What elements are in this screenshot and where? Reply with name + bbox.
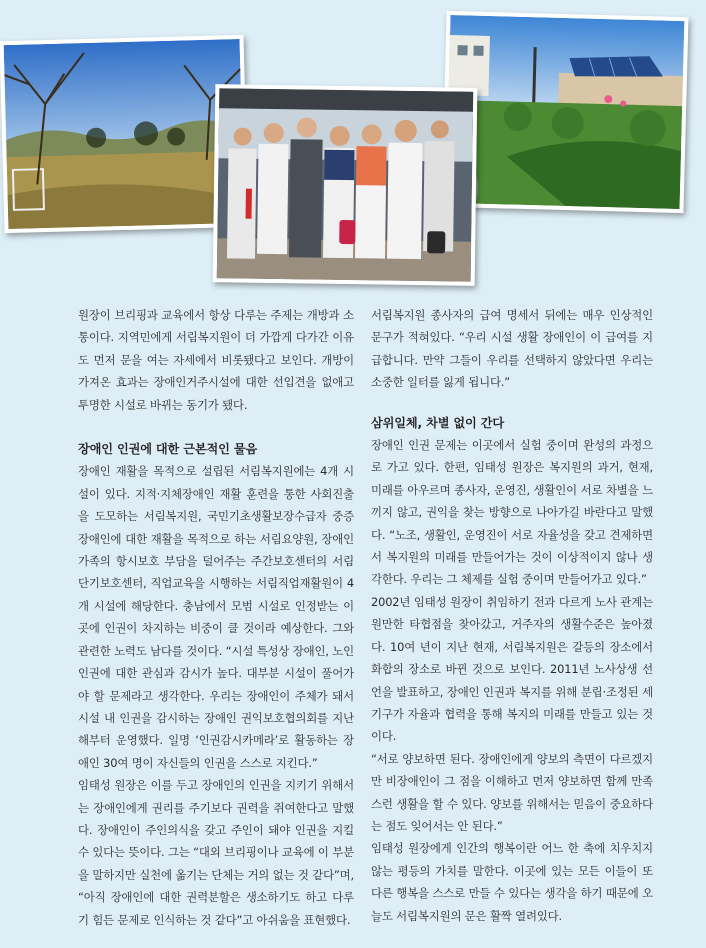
building-solar-panels-image	[446, 15, 685, 209]
article-column-right	[371, 304, 653, 927]
section-heading: 삼위일체, 차별 없이 간다	[371, 415, 504, 430]
paragraph: 2002년 임태성 원장이 취임하기 전과 다르게 노사 관계는 원만한 타협점을 찾아갔고, 거주자의 생활수준은 높아졌다. 10여 년이 지난 현재, 서림복지원은 갈등의 장소에서 화합의 장소로 바뀐 것으로 보인다. 2011년 노사상생 선언을 발표하고, 장애인 인권과 복지를 위해 분립·조정된 세 기구가 자율과 협력을 통해 복지의 미래를 만들고 있는 것이다.	[371, 594, 653, 744]
group-photo-image	[217, 88, 474, 282]
article-column-left	[78, 304, 354, 931]
section-heading: 장애인 인권에 대한 근본적인 물음	[78, 442, 258, 457]
paragraph: 장애인 인권 문제는 이곳에서 실험 중이며 완성의 과정으로 가고 있다. 한편, 임태성 원장은 복지원의 과거, 현재, 미래를 아우르며 종사자, 운영진, 생활인이 서로 차별을 느끼지 않고, 권익을 찾는 방향으로 나아가길 바란다고 말했다. “노조, 생활인, 운영진이 서로 자율성을 갖고 견제하면서 복지원의 미래를 만들어가는 것이 이상적이지 않나 생각한다. 우리는 그 체제를 실험 중이며 만들어가고 있다.”	[371, 438, 653, 587]
paragraph: 임태성 원장은 이를 두고 장애인의 인권을 지키기 위해서는 장애인에게 권리를 주기보다 권력을 쥐여한다고 말했다. 장애인이 주인의식을 갖고 주인이 돼야 인권을 지킬 수 있다는 뜻이다. 그는 “대외 브리핑이나 교육에 이 부분을 말하지만 실천에 옮기는 단체는 거의 없는 것 같다”며, “아직 장애인에 대한 권력분할은 생소하기도 하고 다루기 힘든 문제로 인식하는 것 같다”고 아쉬움을 표현했다.	[78, 778, 354, 927]
paragraph: 원장이 브리핑과 교육에서 항상 다루는 주제는 개방과 소통이다. 지역민에게 서림복지원이 더 가깝게 다가간 이유도 먼저 문을 여는 자세에서 비롯됐다고 보인다. 개방이 가져온 효과는 장애인거주시설에 대한 선입견을 없애고 투명한 시설로 바뀌는 동기가 됐다.	[78, 308, 354, 412]
group-photo	[213, 84, 478, 286]
building-photo	[441, 11, 688, 213]
paragraph: 임태성 원장에게 인간의 행복이란 어느 한 축에 치우치지 않는 평등의 가치를 말한다. 이곳에 있는 모든 이들이 또 다른 행복을 스스로 만들 수 있다는 생각을 하기 때문에 오늘도 서림복지원의 문은 활짝 열려있다.	[371, 841, 653, 923]
paragraph: 장애인 재활을 목적으로 설립된 서림복지원에는 4개 시설이 있다. 지적·지체장애인 재활 훈련을 통한 사회진출을 도모하는 서림복지원, 국민기초생활보장수급자 중증장애인에 대한 재활을 목적으로 하는 서림요양원, 장애인가족의 항시보호 부담을 덜어주는 주간보호센터의 서림단기보호센터, 직업교육을 시행하는 서림직업재활원이 4개 시설에 해당한다. 충남에서 모범 시설로 인정받는 이곳에 인권이 차지하는 비중이 클 것이라 예상한다. 그와 관련한 노력도 남다를 것이다. “시설 특성상 장애인, 노인 인권에 대한 관심과 감시가 높다. 대부분 시설이 풀어가야 할 문제라고 생각한다. 우리는 장애인이 주체가 돼서 시설 내 인권을 감시하는 장애인 권익보호협의회를 지난해부터 운영했다. 일명 ‘인권감시카메라’로 활동하는 장애인 30여 명이 자신들의 인권을 스스로 지킨다.”	[78, 464, 354, 770]
park-lawn-image	[4, 39, 245, 229]
paragraph: 서림복지원 종사자의 급여 명세서 뒤에는 매우 인상적인 문구가 적혀있다. “우리 시설 생활 장애인이 이 급여를 지급합니다. 만약 그들이 우리를 선택하지 않았다면 우리는 소중한 일터를 잃게 됩니다.”	[371, 308, 653, 390]
paragraph: “서로 양보하면 된다. 장애인에게 양보의 측면이 다르겠지만 비장애인이 그 점을 이해하고 먼저 양보하면 함께 만족스런 생활을 할 수 있다. 양보를 위해서는 믿음이 중요하다는 점도 잊어서는 안 된다.”	[371, 751, 653, 833]
park-photo	[0, 35, 248, 233]
